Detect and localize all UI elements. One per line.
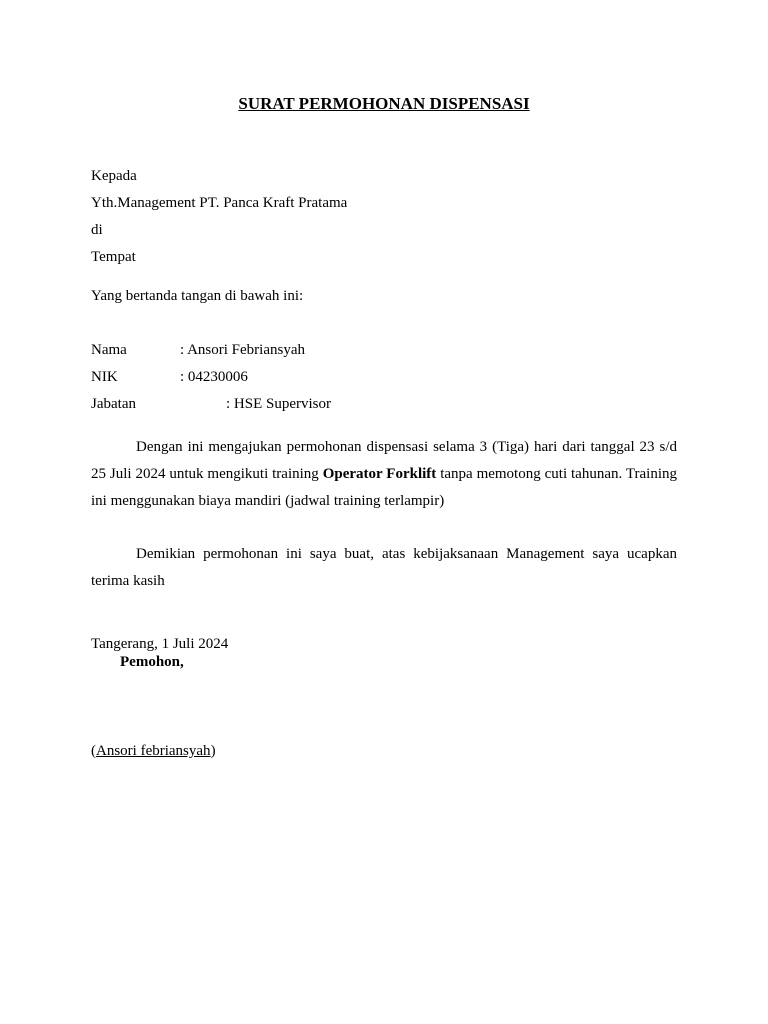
signer-close-paren: ) bbox=[210, 743, 216, 759]
body-paragraph-1 bbox=[91, 434, 677, 515]
place-date: Tangerang, 1 Juli 2024 bbox=[91, 636, 229, 652]
recipient-line-1: Kepada bbox=[91, 168, 137, 184]
intro-text: Yang bertanda tangan di bawah ini: bbox=[91, 288, 304, 304]
recipient-line-4: Tempat bbox=[91, 249, 136, 265]
signer-name-text: Ansori febriansyah bbox=[96, 743, 211, 759]
recipient-line-2: Yth.Management PT. Panca Kraft Pratama bbox=[91, 195, 348, 211]
signer-name bbox=[91, 742, 216, 760]
name-value: : Ansori Febriansyah bbox=[180, 342, 305, 358]
applicant-label: Pemohon, bbox=[120, 654, 184, 670]
name-label: Nama bbox=[91, 342, 127, 358]
nik-value: : 04230006 bbox=[180, 369, 248, 385]
recipient-line-3: di bbox=[91, 222, 103, 238]
nik-label: NIK bbox=[91, 369, 118, 385]
signer-open-paren: ( bbox=[91, 743, 96, 759]
position-value: : HSE Supervisor bbox=[226, 396, 331, 412]
body-paragraph-1-text: Dengan ini mengajukan permohonan dispensasi selama 3 (Tiga) hari dari tanggal 23 s/d 25 Juli 2024 untuk mengikuti training bbox=[91, 439, 677, 482]
position-label: Jabatan bbox=[91, 396, 136, 412]
training-name: Operator Forklift bbox=[322, 466, 437, 482]
body-paragraph-2-text: Demikian permohonan ini saya buat, atas kebijaksanaan Management saya ucapkan terima kasih bbox=[91, 546, 677, 589]
letter-title: SURAT PERMOHONAN DISPENSASI bbox=[238, 94, 530, 113]
body-paragraph-1-rest: tanpa memotong cuti tahunan. Training ini menggunakan biaya mandiri (jadwal training terlampir) bbox=[91, 466, 677, 509]
body-paragraph-2 bbox=[91, 541, 677, 595]
